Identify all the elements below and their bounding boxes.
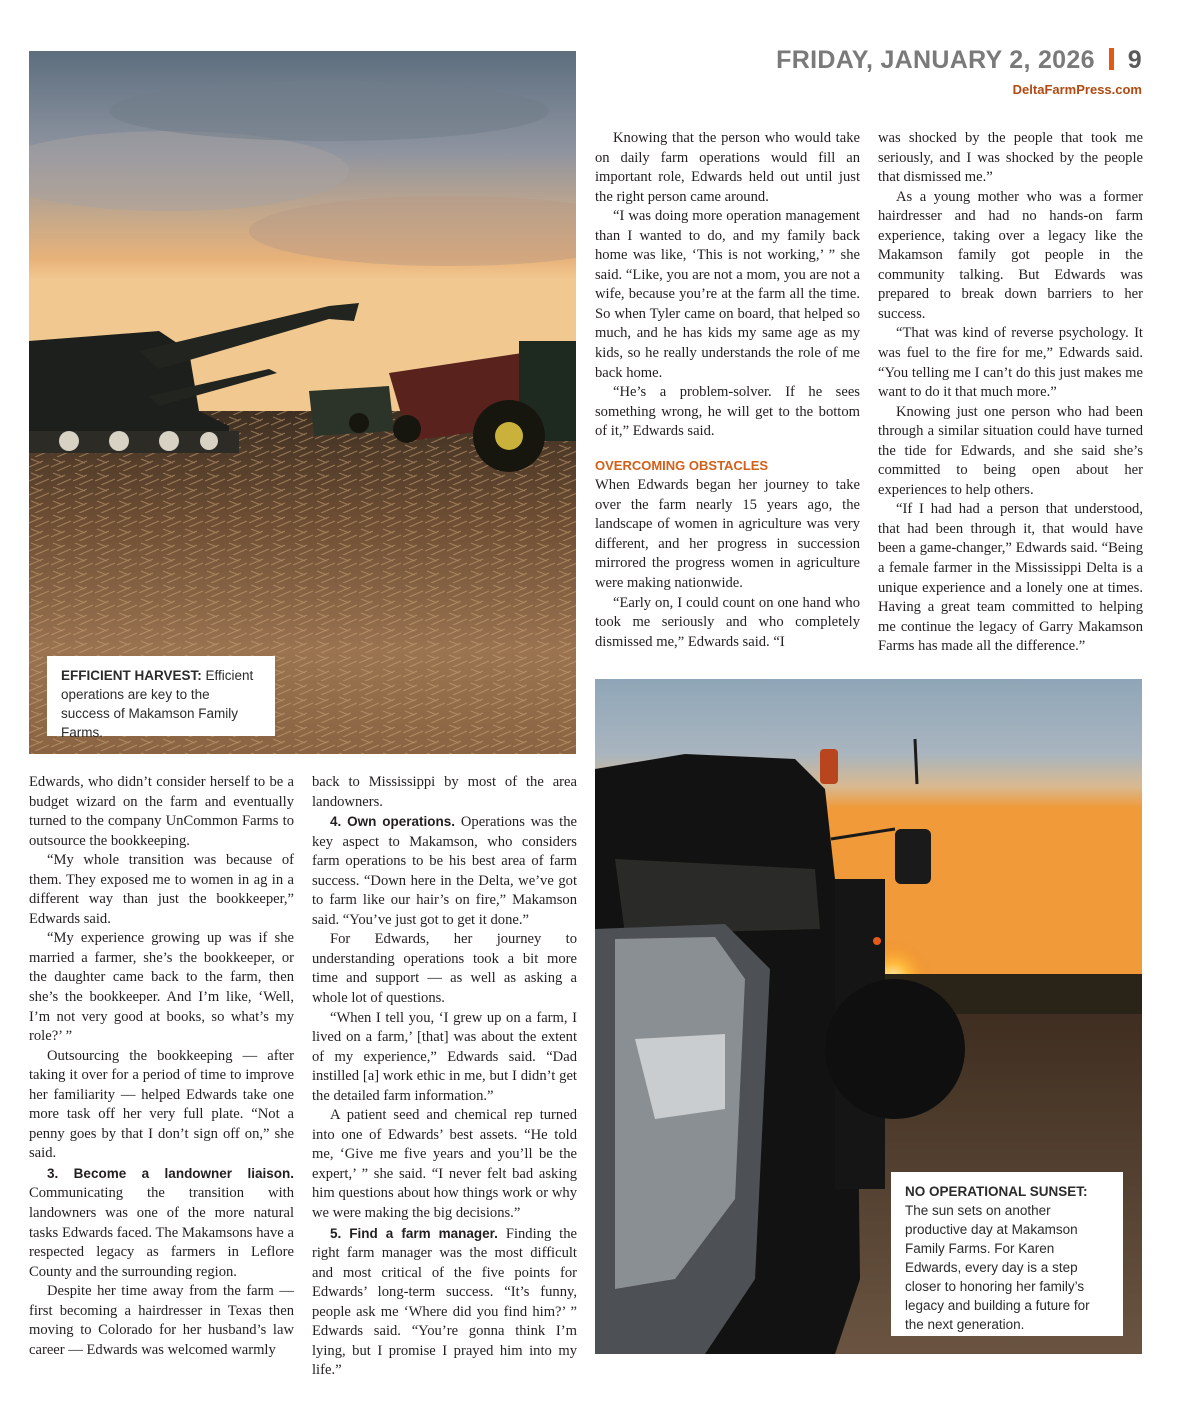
tractor-caption-lead: NO OPERATIONAL SUNSET: bbox=[905, 1184, 1088, 1199]
paragraph: “When I tell you, ‘I grew up on a farm, I lived on a farm,’ [that] was about the extent of my experience,” Edwards said. “Dad instilled [a] work ethic in me, but I didn’t get the detailed farm information.” bbox=[312, 1009, 577, 1104]
paragraph-body: Operations was the key aspect to Makamson, who considers farm operations to be his best area of farm success. “Down here in the Delta, we’ve got to farm like our hair’s on fire,” Makamson said. “You’ve just got to get it done.” bbox=[312, 814, 577, 928]
paragraph: Edwards, who didn’t consider herself to be a budget wizard on the farm and eventually turned to the company UnCommon Farms to outsource the bookkeeping. bbox=[29, 774, 294, 849]
paragraph: For Edwards, her journey to understanding operations took a bit more time and support — as well as asking a whole lot of questions. bbox=[312, 931, 577, 1007]
harvest-photo-image bbox=[29, 51, 576, 754]
paragraph: “That was kind of reverse psychology. It was fuel to the fire for me,” Edwards said. “You telling me I can’t do this just makes me want to do it that much more.” bbox=[878, 325, 1143, 401]
paragraph: Knowing just one person who had been through a similar situation could have turned the tide for Edwards, and she said she’s committed to being open about her experiences to help others. bbox=[878, 403, 1143, 498]
paragraph bbox=[312, 812, 577, 930]
section-heading: OVERCOMING OBSTACLES bbox=[595, 457, 769, 473]
paragraph: was shocked by the people that took me seriously, and I was shocked by the people that dismissed me.” bbox=[878, 130, 1143, 186]
issue-date: FRIDAY, JANUARY 2, 2026 bbox=[776, 46, 1095, 74]
paragraph: “Early on, I could count on one hand who took me seriously and who completely dismissed me,” Edwards said. “I bbox=[595, 594, 860, 650]
paragraph: Knowing that the person who would take on daily farm operations would fill an important role, Edwards held out until just the right person came around. bbox=[595, 130, 860, 205]
paragraph: “My experience growing up was if she married a farmer, she’s the bookkeeper, or the daughter came back to the farm, then she’s the bookkeeper. And I’m like, ‘Well, I’m not very good at books, so what’s my role?’ ” bbox=[29, 930, 294, 1045]
article-column-4 bbox=[312, 773, 577, 1381]
paragraph: “My whole transition was because of them. They exposed me to women in ag in a different way than just the bookkeeper,” Edwards said. bbox=[29, 852, 294, 927]
paragraph-body: Finding the right farm manager was the most difficult and most critical of the five points for Edwards’ long-term success. “It’s funny, people ask me ‘Where did you find him?’ ” Edwards said. “You’re gonna think I’m lying, but I promise I prayed him into my life.” bbox=[312, 1225, 577, 1379]
paragraph bbox=[312, 1224, 577, 1381]
harvest-caption-lead: EFFICIENT HARVEST: bbox=[61, 668, 202, 683]
subhead: 5. Find a farm manager. bbox=[330, 1225, 498, 1241]
website-link[interactable]: DeltaFarmPress.com bbox=[1012, 82, 1142, 97]
paragraph bbox=[29, 1164, 294, 1282]
subhead: 3. Become a landowner liaison. bbox=[47, 1165, 294, 1181]
tractor-caption-text: The sun sets on another productive day at Makamson Family Farms. For Karen Edwards, every day is a step closer to honoring her family’s legacy and building a future for the next generation. bbox=[905, 1203, 1090, 1332]
paragraph: Despite her time away from the farm — first becoming a hairdresser in Texas then moving to Colorado for her husband’s law career — Edwards was welcomed warmly bbox=[29, 1283, 294, 1358]
paragraph: Outsourcing the bookkeeping — after taking it over for a period of time to improve her familiarity — helped Edwards take one more task off her very full plate. “Not a penny goes by that I don’t sign off on,” she said. bbox=[29, 1047, 294, 1162]
paragraph: As a young mother who was a former hairdresser and had no hands-on farm experience, taking over a legacy like the Makamson family got people in the community talking. But Edwards was prepared to break down barriers to her success. bbox=[878, 188, 1143, 322]
article-column-1 bbox=[595, 129, 860, 652]
harvest-caption-text: Efficient operations are key to the success of Makamson Family Farms. bbox=[61, 668, 254, 740]
paragraph-body: Communicating the transition with landowners was one of the more natural tasks Edwards faced. The Makamsons have a respected legacy as farmers in Leflore County and the surrounding region. bbox=[29, 1185, 294, 1280]
tractor-caption bbox=[891, 1172, 1123, 1336]
paragraph: “He’s a problem-solver. If he sees something wrong, he will get to the bottom of it,” Edwards said. bbox=[595, 384, 860, 440]
header-divider bbox=[1109, 48, 1114, 70]
article-column-3 bbox=[29, 773, 294, 1360]
paragraph: back to Mississippi by most of the area landowners. bbox=[312, 774, 577, 810]
subhead: 4. Own operations. bbox=[330, 814, 456, 830]
harvest-caption bbox=[47, 656, 275, 740]
harvest-photo bbox=[29, 51, 576, 754]
paragraph: “I was doing more operation management than I wanted to do, and my family back home was like, ‘This is not working,’ ” she said. “Like, you are not a mom, you are not a wife, because you’re at the farm all the time. So when Tyler came on board, that helped so much, and he has kids my same age as my kids, so he really understands the role of me back home. bbox=[595, 208, 860, 381]
paragraph: A patient seed and chemical rep turned into one of Edwards’ best assets. “He told me, ‘Give me five years and you’ll be the expert,’ ” she said. “I never felt bad asking him questions about how things work or why we were making the big decisions.” bbox=[312, 1107, 577, 1222]
paragraph: When Edwards began her journey to take over the farm nearly 15 years ago, the landscape of women in agriculture was very different, and her progress in succession mirrored the progress women in agriculture were making nationwide. bbox=[595, 477, 860, 592]
page-number: 9 bbox=[1127, 46, 1142, 74]
issue-date-header bbox=[776, 46, 1142, 75]
paragraph: “If I had had a person that understood, that had been through it, that would have been a game-changer,” Edwards said. “Being a female farmer in the Mississippi Delta is a unique experience and a lonely one at times. Having a great team committed to helping me continue the legacy of Garry Makamson Farms has made all the difference.” bbox=[878, 501, 1143, 655]
article-column-2 bbox=[878, 129, 1143, 657]
